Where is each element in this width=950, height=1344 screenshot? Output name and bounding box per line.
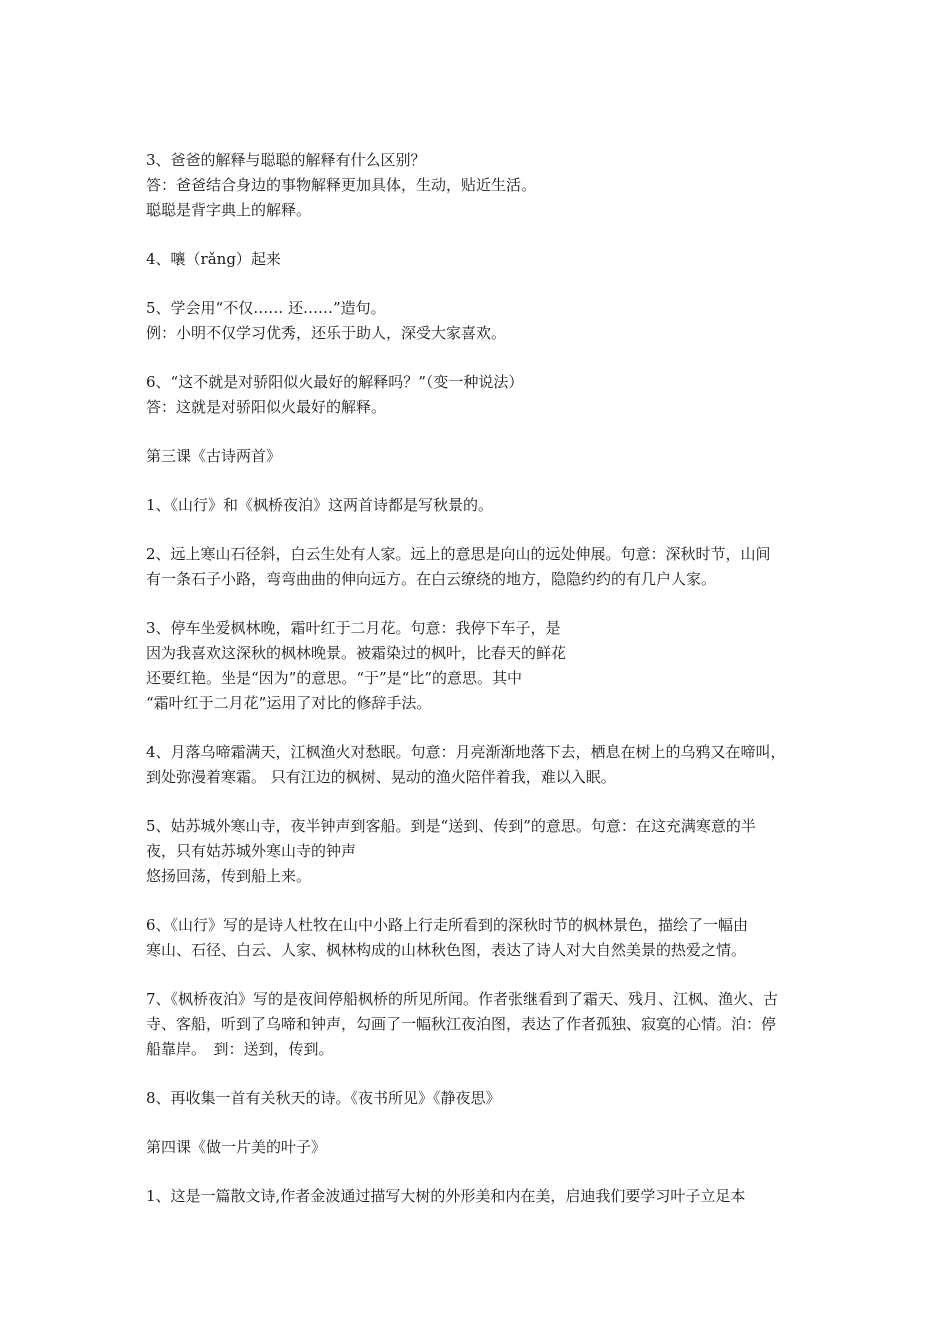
paragraph-l3-6 bbox=[146, 913, 816, 963]
text-line: 5、学会用“不仅…… 还……”造句。 bbox=[146, 299, 386, 317]
text-line: 8、再收集一首有关秋天的诗。《夜书所见》《静夜思》 bbox=[146, 1089, 501, 1107]
text-line: 因为我喜欢这深秋的枫林晚景。被霜染过的枫叶，比春天的鲜花 bbox=[146, 644, 567, 662]
paragraph-q5 bbox=[146, 296, 816, 346]
text-line: 还要红艳。坐是“因为”的意思。“于”是“比”的意思。其中 bbox=[146, 669, 523, 687]
text-line: 2、远上寒山石径斜，白云生处有人家。远上的意思是向山的远处伸展。句意：深秋时节，山间 bbox=[146, 545, 771, 563]
text-line: 5、姑苏城外寒山寺，夜半钟声到客船。到是“送到、传到”的意思。句意：在这充满寒意的半 bbox=[146, 817, 756, 835]
text-line: 4、月落乌啼霜满天，江枫渔火对愁眠。句意：月亮渐渐地落下去，栖息在树上的乌鸦又在啼叫， bbox=[146, 743, 786, 761]
text-line: 答：爸爸结合身边的事物解释更加具体，生动，贴近生活。 bbox=[146, 176, 537, 194]
text-line: 悠扬回荡，传到船上来。 bbox=[146, 867, 312, 885]
paragraph-l3-5 bbox=[146, 814, 816, 889]
paragraph-l3-1 bbox=[146, 493, 816, 518]
text-line: 到处弥漫着寒霜。 只有江边的枫树、晃动的渔火陪伴着我，难以入眠。 bbox=[146, 768, 616, 786]
section-heading-lesson3 bbox=[146, 444, 816, 469]
text-line: 7、《枫桥夜泊》写的是夜间停船枫桥的所见所闻。作者张继看到了霜天、残月、江枫、渔火、古 bbox=[146, 990, 779, 1008]
text-line: 1、这是一篇散文诗,作者金波通过描写大树的外形美和内在美，启迪我们要学习叶子立足本 bbox=[146, 1187, 746, 1205]
text-line: 寺、客船，听到了乌啼和钟声，勾画了一幅秋江夜泊图，表达了作者孤独、寂寞的心情。泊：停 bbox=[146, 1015, 777, 1033]
text-line: 3、停车坐爱枫林晚，霜叶红于二月花。句意：我停下车子，是 bbox=[146, 619, 561, 637]
text-line: 3、爸爸的解释与聪聪的解释有什么区别？ bbox=[146, 151, 426, 169]
paragraph-l3-2 bbox=[146, 542, 816, 592]
document-page bbox=[146, 148, 816, 1209]
paragraph-q3 bbox=[146, 148, 816, 223]
section-title: 第四课《做一片美的叶子》 bbox=[146, 1138, 327, 1156]
paragraph-q6 bbox=[146, 370, 816, 420]
paragraph-q4 bbox=[146, 247, 816, 272]
paragraph-l3-3 bbox=[146, 616, 816, 716]
text-line: 聪聪是背字典上的解释。 bbox=[146, 201, 312, 219]
section-heading-lesson4 bbox=[146, 1135, 816, 1160]
text-line: 4、嚷（rǎng）起来 bbox=[146, 250, 281, 268]
text-line: “霜叶红于二月花”运用了对比的修辞手法。 bbox=[146, 694, 432, 712]
text-line: 有一条石子小路，弯弯曲曲的伸向远方。在白云缭绕的地方，隐隐约约的有几户人家。 bbox=[146, 570, 717, 588]
text-line: 船靠岸。 到：送到，传到。 bbox=[146, 1040, 334, 1058]
text-line: 例：小明不仅学习优秀，还乐于助人，深受大家喜欢。 bbox=[146, 324, 507, 342]
text-line: 6、“这不就是对骄阳似火最好的解释吗？”（变一种说法） bbox=[146, 373, 524, 391]
text-line: 1、《山行》和《枫桥夜泊》这两首诗都是写秋景的。 bbox=[146, 496, 494, 514]
paragraph-l3-7 bbox=[146, 987, 816, 1062]
section-title: 第三课《古诗两首》 bbox=[146, 447, 282, 465]
text-line: 寒山、石径、白云、人家、枫林构成的山林秋色图，表达了诗人对大自然美景的热爱之情。 bbox=[146, 941, 747, 959]
text-line: 夜，只有姑苏城外寒山寺的钟声 bbox=[146, 842, 357, 860]
text-line: 答：这就是对骄阳似火最好的解释。 bbox=[146, 398, 387, 416]
text-line: 6、《山行》写的是诗人杜牧在山中小路上行走所看到的深秋时节的枫林景色，描绘了一幅由 bbox=[146, 916, 749, 934]
paragraph-l4-1 bbox=[146, 1184, 816, 1209]
paragraph-l3-4 bbox=[146, 740, 816, 790]
paragraph-l3-8 bbox=[146, 1086, 816, 1111]
